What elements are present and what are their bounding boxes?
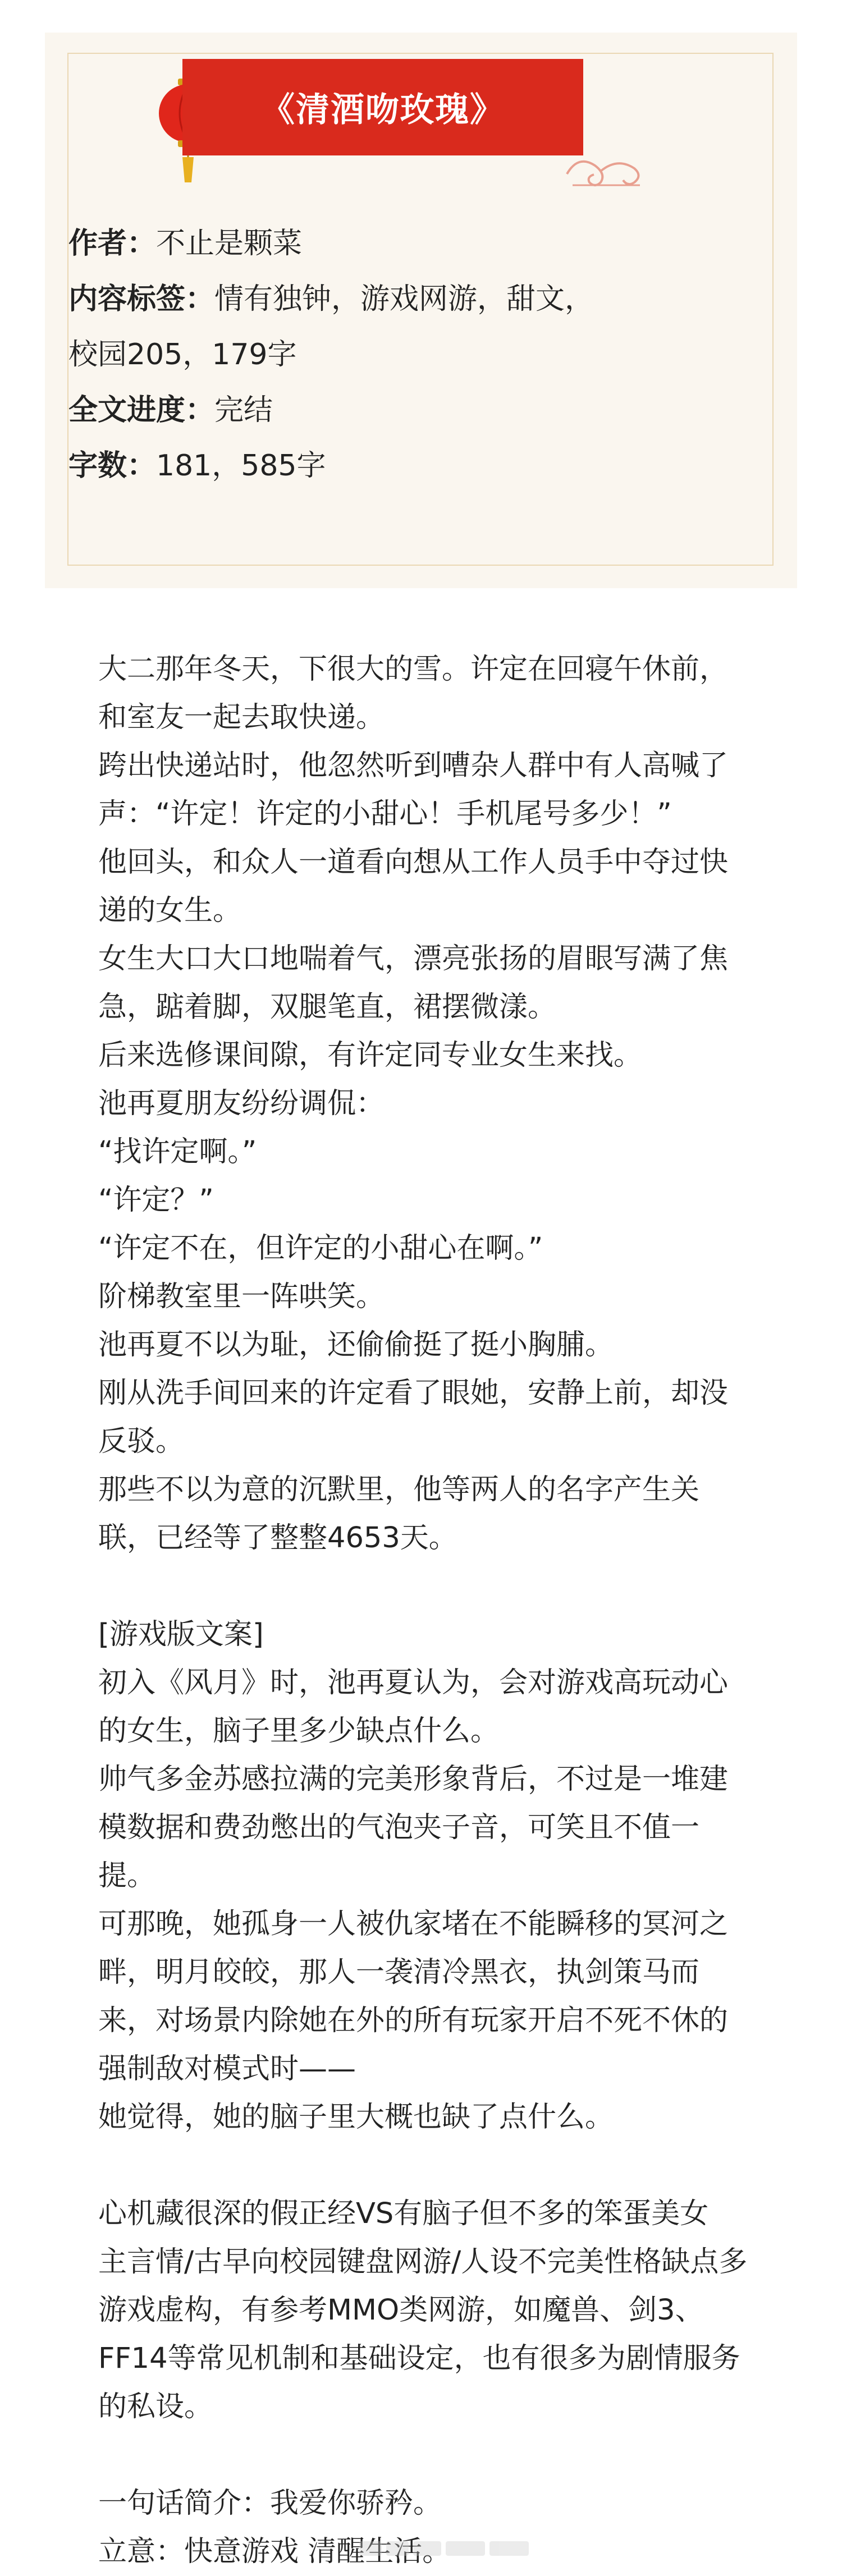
paragraph: 跨出快递站时，他忽然听到嘈杂人群中有人高喊了声：“许定！许定的小甜心！手机尾号多少！” <box>98 749 729 831</box>
progress-value: 完结 <box>214 393 273 427</box>
paragraph: 心机藏很深的假正经VS有脑子但不多的笨蛋美女 <box>98 2197 709 2230</box>
title-banner <box>182 59 583 155</box>
progress-row <box>68 383 720 438</box>
paragraph-spacer <box>98 2142 755 2190</box>
synopsis-body <box>98 645 755 2576</box>
tags-label: 内容标签： <box>68 282 215 316</box>
tags-value-line2: 校园205，179字 <box>68 338 297 372</box>
book-info-list <box>68 216 720 494</box>
tags-value-line1: 情有独钟，游戏网游，甜文， <box>214 282 594 316</box>
wordcount-value: 181，585字 <box>156 449 326 483</box>
paragraph: 池再夏不以为耻，还偷偷挺了挺小胸脯。 <box>98 1328 614 1362</box>
author-row <box>68 216 720 272</box>
paragraph: 那些不以为意的沉默里，他等两人的名字产生关联，已经等了整整4653天。 <box>98 1473 700 1555</box>
paragraph: 后来选修课间隙，有许定同专业女生来找。 <box>98 1039 643 1072</box>
paragraph: 可那晚，她孤身一人被仇家堵在不能瞬移的冥河之畔，明月皎皎，那人一袭清冷黑衣，执剑策马而来，对场景内除她在外的所有玩家开启不死不休的强制敌对模式时—— <box>98 1908 729 2085</box>
paragraph: 阶梯教室里一阵哄笑。 <box>98 1280 385 1313</box>
paragraph: 大二那年冬天，下很大的雪。许定在回寝午休前，和室友一起去取快递。 <box>98 653 729 734</box>
paragraph: 帅气多金苏感拉满的完美形象背后，不过是一堆建模数据和费劲憋出的气泡夹子音，可笑且不值一提。 <box>98 1763 729 1892</box>
paragraph: “找许定啊。” <box>98 1135 257 1168</box>
paragraph: 立意：快意游戏 清醒生活。 <box>98 2535 451 2568</box>
paragraph: 游戏虚构，有参考MMO类网游，如魔兽、剑3、FF14等常见机制和基础设定，也有很多为剧情服务的私设。 <box>98 2294 740 2423</box>
author-value: 不止是颗菜 <box>156 227 303 260</box>
paragraph: “许定不在，但许定的小甜心在啊。” <box>98 1232 543 1265</box>
tags-row-continued <box>68 327 720 383</box>
paragraph: 女生大口大口地喘着气，漂亮张扬的眉眼写满了焦急，踮着脚，双腿笔直，裙摆微漾。 <box>98 942 729 1024</box>
paragraph: 一句话简介：我爱你骄矜。 <box>98 2487 442 2520</box>
paragraph: 他回头，和众人一道看向想从工作人员手中夺过快递的女生。 <box>98 846 729 927</box>
paragraph: [游戏版文案] <box>98 1618 264 1651</box>
wordcount-row <box>68 438 720 494</box>
progress-label: 全文进度： <box>68 393 215 427</box>
paragraph-spacer <box>98 2431 755 2479</box>
author-label: 作者： <box>68 227 157 260</box>
watermark <box>359 2537 544 2560</box>
paragraph: 刚从洗手间回来的许定看了眼她，安静上前，却没反驳。 <box>98 1377 729 1458</box>
book-title: 《清酒吻玫瑰》 <box>261 90 505 130</box>
tags-row <box>68 272 720 327</box>
paragraph: 主言情/古早向校园键盘网游/人设不完美性格缺点多 <box>98 2245 748 2279</box>
paragraph: 池再夏朋友纷纷调侃： <box>98 1087 385 1120</box>
paragraph: 初入《风月》时，池再夏认为，会对游戏高玩动心的女生，脑子里多少缺点什么。 <box>98 1666 729 1748</box>
paragraph: 她觉得，她的脑子里大概也缺了点什么。 <box>98 2101 614 2134</box>
paragraph: “许定？” <box>98 1184 214 1217</box>
cloud-swirl-icon <box>561 143 646 194</box>
wordcount-label: 字数： <box>68 449 157 483</box>
paragraph-spacer <box>98 1562 755 1611</box>
